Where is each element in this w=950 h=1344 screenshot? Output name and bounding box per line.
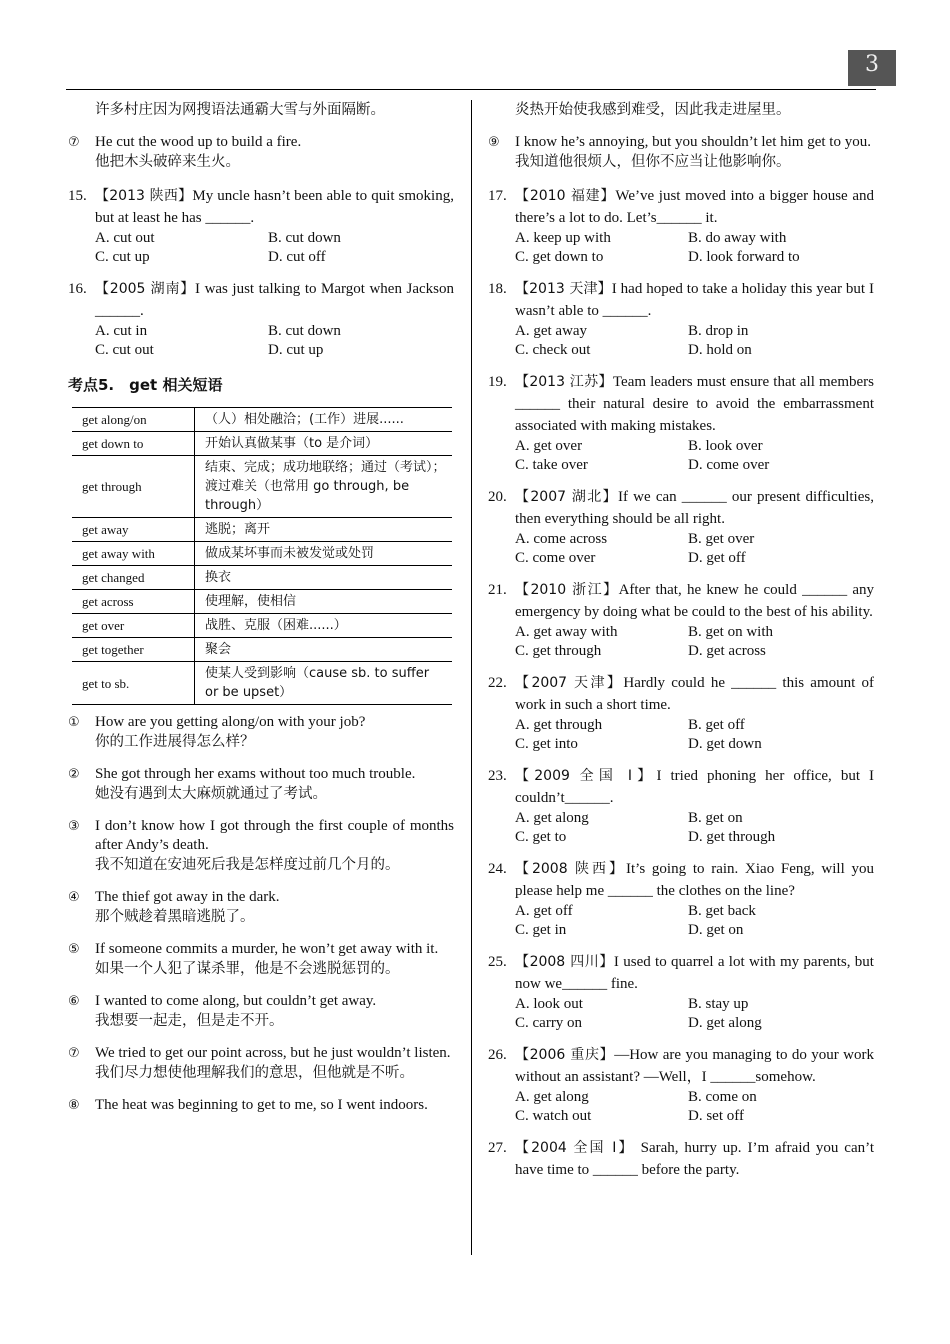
example-item	[68, 888, 454, 928]
option-c: C. get to	[515, 829, 567, 845]
options	[515, 623, 874, 661]
question-source: 【2010 浙江】	[515, 582, 619, 598]
question-item	[488, 486, 874, 568]
example-chinese: 你的工作进展得怎么样？	[95, 734, 255, 750]
question-text: Hardly could he ______ this amount of work in such a short time.	[515, 675, 874, 713]
question-number: 18.	[488, 281, 507, 297]
example-number: ⑧	[68, 1098, 80, 1113]
example-english: If someone commits a murder, he won’t get away with it.	[95, 941, 439, 957]
option-a: A. get off	[515, 903, 573, 919]
question-stem	[515, 486, 874, 530]
options	[515, 530, 874, 568]
question-text: I tried phoning her office, but I couldn’t______.	[515, 768, 874, 806]
options	[515, 322, 874, 360]
question-text: We’ve just moved into a bigger house and there’s a lot to do. Let’s______ it.	[515, 188, 874, 226]
example-english: How are you getting along/on with your job?	[95, 714, 366, 730]
option-c: C. take over	[515, 457, 588, 473]
question-item	[488, 765, 874, 847]
question-text: I had hoped to take a holiday this year but I wasn’t able to ______.	[515, 281, 874, 319]
phrase-row	[72, 662, 452, 705]
example-item	[68, 1096, 454, 1115]
question-text: It’s going to rain. Xiao Feng, will you please help me ______ the clothes on the line?	[515, 861, 874, 899]
example-item	[68, 992, 454, 1032]
question-text: After that, he knew he could ______ any emergency by doing what be could to the best of his ability.	[515, 582, 874, 620]
question-number: 19.	[488, 374, 507, 390]
phrase-term: get away with	[72, 542, 195, 566]
question-text: My uncle hasn’t been able to quit smoking, but at least he has ______.	[95, 188, 454, 226]
question-list	[488, 185, 874, 1181]
options	[515, 716, 874, 754]
options	[515, 229, 874, 267]
phrase-meaning: 逃脱；离开	[195, 518, 453, 542]
phrase-row	[72, 566, 452, 590]
option-c: C. get in	[515, 922, 567, 938]
option-b: B. do away with	[688, 230, 787, 246]
option-c: C. get down to	[515, 249, 604, 265]
options	[95, 322, 454, 360]
left-column	[68, 100, 454, 1127]
options	[515, 995, 874, 1033]
option-b: B. get over	[688, 531, 755, 547]
example-item	[68, 940, 454, 980]
option-d: D. come over	[688, 457, 770, 473]
option-d: D. look forward to	[688, 249, 800, 265]
option-c: C. cut up	[95, 249, 150, 265]
option-c: C. come over	[515, 550, 596, 566]
question-item	[488, 858, 874, 940]
phrase-row	[72, 456, 452, 518]
example-item	[68, 1044, 454, 1084]
question-item	[488, 371, 874, 475]
option-b: B. come on	[688, 1089, 757, 1105]
phrase-meaning: 战胜、克服（困难......）	[195, 614, 453, 638]
example-chinese: 我知道他很烦人，但你不应当让他影响你。	[515, 154, 791, 170]
question-source: 【2008 四川】	[515, 954, 614, 970]
question-item	[488, 579, 874, 661]
question-source: 【2009 全国 I】	[515, 768, 657, 784]
question-item	[488, 185, 874, 267]
question-number: 22.	[488, 675, 507, 691]
phrase-term: get down to	[72, 432, 195, 456]
question-stem	[515, 278, 874, 322]
option-a: A. get along	[515, 810, 589, 826]
question-number: 20.	[488, 489, 507, 505]
question-source: 【2013 天津】	[515, 281, 612, 297]
example-chinese: 他把木头破碎来生火。	[95, 154, 240, 170]
option-d: D. get across	[688, 643, 766, 659]
question-source: 【2013 陕西】	[95, 188, 193, 204]
phrase-row	[72, 614, 452, 638]
option-a: A. keep up with	[515, 230, 611, 246]
question-text: I used to quarrel a lot with my parents, but now we______ fine.	[515, 954, 874, 992]
question-number: 15.	[68, 188, 87, 204]
column-divider	[471, 100, 472, 1255]
question-item	[488, 672, 874, 754]
option-a: A. cut in	[95, 323, 148, 339]
phrase-term: get away	[72, 518, 195, 542]
phrase-row	[72, 590, 452, 614]
option-a: A. get away	[515, 323, 588, 339]
question-stem	[515, 579, 874, 623]
question-stem	[515, 672, 874, 716]
options	[515, 809, 874, 847]
example-number: ⑤	[68, 942, 80, 957]
question-text: I was just talking to Margot when Jackson ______.	[95, 281, 454, 319]
option-d: D. cut off	[268, 249, 326, 265]
option-d: D. get on	[688, 922, 744, 938]
example-number: ④	[68, 890, 80, 905]
question-number: 17.	[488, 188, 507, 204]
option-d: D. get through	[688, 829, 776, 845]
carry-over-translation: 炎热开始使我感到难受，因此我走进屋里。	[515, 102, 791, 118]
question-stem	[515, 765, 874, 809]
option-a: A. cut out	[95, 230, 155, 246]
example-item	[68, 817, 454, 876]
option-b: B. look over	[688, 438, 763, 454]
question-stem	[515, 1044, 874, 1088]
header-rule	[66, 89, 876, 90]
option-b: B. cut down	[268, 230, 341, 246]
option-c: C. get into	[515, 736, 578, 752]
example-english: I wanted to come along, but couldn’t get away.	[95, 993, 377, 1009]
option-a: A. look out	[515, 996, 583, 1012]
question-item	[488, 278, 874, 360]
phrase-meaning: 开始认真做某事（to 是介词）	[195, 432, 453, 456]
example-english: The thief got away in the dark.	[95, 889, 280, 905]
question-number: 27.	[488, 1140, 507, 1156]
section-heading: 考点5. get 相关短语	[68, 376, 223, 394]
options	[95, 229, 454, 267]
phrase-meaning: 聚会	[195, 638, 453, 662]
question-item	[488, 951, 874, 1033]
example-english: The heat was beginning to get to me, so I went indoors.	[95, 1097, 428, 1113]
question-source: 【2005 湖南】	[95, 281, 196, 297]
option-b: B. drop in	[688, 323, 749, 339]
option-a: A. get away with	[515, 624, 618, 640]
phrase-row	[72, 408, 452, 432]
option-a: A. get over	[515, 438, 583, 454]
options	[515, 902, 874, 940]
option-a: A. get along	[515, 1089, 589, 1105]
question-text: If we can ______ our present difficulties, then everything should be all right.	[515, 489, 874, 527]
phrase-row	[72, 518, 452, 542]
example-chinese: 那个贼趁着黑暗逃脱了。	[95, 909, 255, 925]
question-number: 26.	[488, 1047, 507, 1063]
phrase-row	[72, 432, 452, 456]
phrase-term: get across	[72, 590, 195, 614]
example-number: ⑨	[488, 135, 500, 150]
phrase-term: get through	[72, 456, 195, 518]
example-chinese: 我想要一起走，但是走不开。	[95, 1013, 284, 1029]
phrase-term: get over	[72, 614, 195, 638]
question-stem	[515, 951, 874, 995]
example-english: She got through her exams without too much trouble.	[95, 766, 416, 782]
option-b: B. get on	[688, 810, 743, 826]
phrase-term: get along/on	[72, 408, 195, 432]
example-list	[68, 713, 454, 1115]
question-source: 【2007 天津】	[515, 675, 624, 691]
option-c: C. watch out	[515, 1108, 592, 1124]
example-english: We tried to get our point across, but he just wouldn’t listen.	[95, 1045, 451, 1061]
question-item	[488, 1044, 874, 1126]
example-number: ⑥	[68, 994, 80, 1009]
phrase-term: get together	[72, 638, 195, 662]
question-text: Team leaders must ensure that all members ______ their natural desire to avoid the embarrassment associated with making mistakes.	[515, 374, 874, 434]
option-d: D. set off	[688, 1108, 744, 1124]
question-source: 【2010 福建】	[515, 188, 616, 204]
phrase-meaning: 使理解，使相信	[195, 590, 453, 614]
example-english: I don’t know how I got through the first couple of months after Andy’s death.	[95, 818, 454, 853]
example-chinese: 如果一个人犯了谋杀罪，他是不会逃脱惩罚的。	[95, 961, 400, 977]
question-number: 21.	[488, 582, 507, 598]
option-c: C. cut out	[95, 342, 154, 358]
question-source: 【2013 江苏】	[515, 374, 613, 390]
question-source: 【2008 陕西】	[515, 861, 627, 877]
option-c: C. carry on	[515, 1015, 583, 1031]
phrase-meaning: 换衣	[195, 566, 453, 590]
page-number: 3	[865, 52, 879, 77]
example-english: He cut the wood up to build a fire.	[95, 134, 302, 150]
example-item	[68, 713, 454, 753]
options	[515, 1088, 874, 1126]
option-b: B. get back	[688, 903, 756, 919]
example-item	[488, 133, 874, 173]
question-stem	[95, 185, 454, 229]
question-number: 16.	[68, 281, 87, 297]
question-source: 【2007 湖北】	[515, 489, 619, 505]
question-item	[488, 1137, 874, 1181]
example-number: ②	[68, 767, 80, 782]
phrase-term: get changed	[72, 566, 195, 590]
question-stem	[95, 278, 454, 322]
question-15	[68, 185, 454, 267]
options	[515, 437, 874, 475]
phrase-row	[72, 638, 452, 662]
phrase-term: get to sb.	[72, 662, 195, 705]
phrase-meaning: 做成某坏事而未被发觉或处罚	[195, 542, 453, 566]
example-number: ①	[68, 715, 80, 730]
question-stem	[515, 371, 874, 437]
example-chinese: 我不知道在安迪死后我是怎样度过前几个月的。	[95, 857, 400, 873]
example-number: ⑦	[68, 1046, 80, 1061]
phrase-row	[72, 542, 452, 566]
option-b: B. get off	[688, 717, 745, 733]
option-d: D. cut up	[268, 342, 324, 358]
option-d: D. get along	[688, 1015, 762, 1031]
example-number: ⑦	[68, 135, 80, 150]
option-d: D. get off	[688, 550, 746, 566]
example-english: I know he’s annoying, but you shouldn’t let him get to you.	[515, 134, 871, 150]
example-item	[68, 133, 454, 173]
question-source: 【2006 重庆】	[515, 1047, 615, 1063]
carry-over-translation: 许多村庄因为网搜语法通霸大雪与外面隔断。	[95, 102, 385, 118]
question-text: Sarah, hurry up. I’m afraid you can’t have time to ______ before the party.	[515, 1140, 874, 1178]
question-text: —How are you managing to do your work without an assistant? —Well，I ______somehow.	[515, 1047, 874, 1085]
example-chinese: 她没有遇到太大麻烦就通过了考试。	[95, 786, 327, 802]
option-b: B. cut down	[268, 323, 341, 339]
question-number: 25.	[488, 954, 507, 970]
question-stem	[515, 185, 874, 229]
option-a: A. get through	[515, 717, 603, 733]
phrase-table	[72, 407, 452, 705]
example-item	[68, 765, 454, 805]
example-chinese: 我们尽力想使他理解我们的意思，但他就是不听。	[95, 1065, 414, 1081]
page-number-box	[848, 50, 896, 86]
question-stem	[515, 858, 874, 902]
option-d: D. get down	[688, 736, 762, 752]
question-stem	[515, 1137, 874, 1181]
option-c: C. get through	[515, 643, 602, 659]
example-number: ③	[68, 819, 80, 834]
phrase-meaning: 结束、完成；成功地联络；通过（考试）；渡过难关（也常用 go through, be through）	[195, 456, 453, 518]
question-number: 24.	[488, 861, 507, 877]
question-number: 23.	[488, 768, 507, 784]
option-b: B. get on with	[688, 624, 773, 640]
option-c: C. check out	[515, 342, 591, 358]
question-source: 【2004 全国 I】	[515, 1140, 635, 1156]
option-a: A. come across	[515, 531, 608, 547]
option-b: B. stay up	[688, 996, 749, 1012]
phrase-meaning: （人）相处融洽；(工作）进展......	[195, 408, 453, 432]
right-column	[488, 100, 874, 1192]
phrase-meaning: 使某人受到影响（cause sb. to suffer or be upset）	[195, 662, 453, 705]
question-16	[68, 278, 454, 360]
option-d: D. hold on	[688, 342, 752, 358]
